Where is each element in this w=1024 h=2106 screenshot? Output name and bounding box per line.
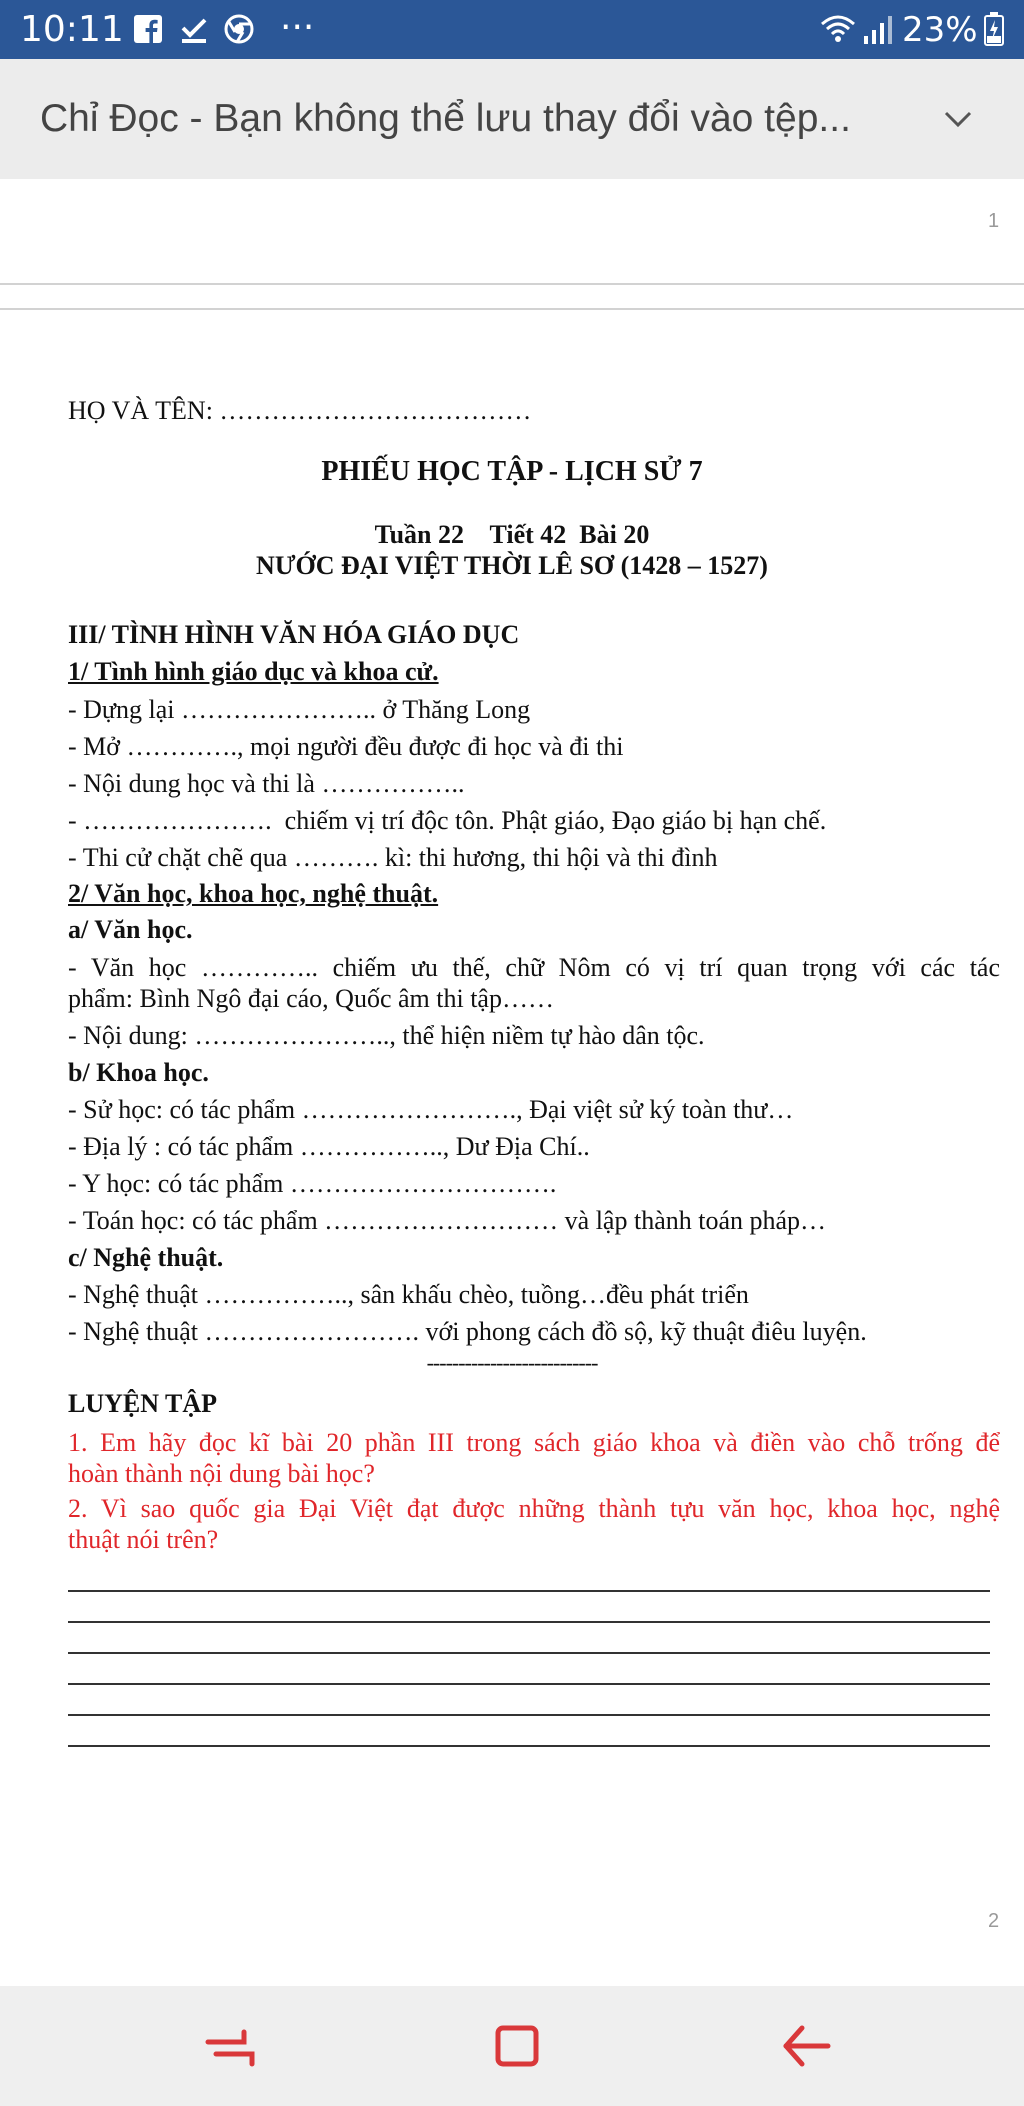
list-item: - Y học: có tác phẩm …………………………. [68, 1169, 557, 1198]
list-item: - Toán học: có tác phẩm ……………………… và lập thành toán pháp… [68, 1206, 827, 1235]
battery-charging-icon [984, 12, 1004, 46]
header-title: Chỉ Đọc - Bạn không thể lưu thay đổi vào tệp... [40, 97, 851, 140]
battery-level: 23% [902, 10, 978, 50]
chevron-down-icon[interactable] [940, 101, 976, 137]
answer-line [68, 1590, 990, 1592]
heading-khoa-hoc: b/ Khoa học. [68, 1058, 209, 1087]
more-icon: ··· [280, 7, 315, 48]
question-1-continuation: hoàn thành nội dung bài học? [68, 1459, 375, 1488]
page-number-1: 1 [988, 210, 1000, 232]
list-item: - Văn học ………….. chiếm ưu thế, chữ Nôm có vị trí quan trọng với các tác [68, 953, 1000, 982]
heading-van-hoc: a/ Văn học. [68, 915, 193, 944]
question-2-continuation: thuật nói trên? [68, 1525, 219, 1554]
document-title: PHIẾU HỌC TẬP - LỊCH SỬ 7 [321, 456, 703, 487]
list-item: - Sử học: có tác phẩm ……………………., Đại việt sử ký toàn thư… [68, 1095, 794, 1124]
list-item: - Thi cử chặt chẽ qua ………. kì: thi hương, thi hội và thi đình [68, 843, 718, 872]
answer-line [68, 1621, 990, 1623]
list-item: - Địa lý : có tác phẩm …………….., Dư Địa Chí.. [68, 1132, 590, 1161]
home-button[interactable] [488, 2016, 548, 2076]
download-done-icon [179, 14, 209, 44]
back-button[interactable] [776, 2016, 836, 2076]
status-time: 10:11 [20, 9, 124, 50]
list-item: - Mở …………., mọi người đều được đi học và đi thi [68, 732, 624, 761]
question-1: 1. Em hãy đọc kĩ bài 20 phần III trong sách giáo khoa và điền vào chỗ trống để [68, 1428, 1000, 1457]
page-separator [0, 283, 1024, 285]
list-item: - Dựng lại ………………….. ở Thăng Long [68, 695, 531, 724]
name-line: HỌ VÀ TÊN: ……………………………… [68, 396, 532, 425]
page-top-edge [0, 308, 1024, 310]
list-item: - Nghệ thuật ……………………. với phong cách đồ sộ, kỹ thuật điêu luyện. [68, 1317, 867, 1346]
answer-line [68, 1745, 990, 1747]
answer-line [68, 1714, 990, 1716]
week-line: Tuần 22 Tiết 42 Bài 20 [374, 520, 650, 549]
heading-nghe-thuat: c/ Nghệ thuật. [68, 1243, 224, 1272]
list-item: - Nội dung học và thi là …………….. [68, 769, 465, 798]
recent-apps-button[interactable] [200, 2016, 260, 2076]
facebook-icon [133, 14, 163, 44]
list-item-continuation: phẩm: Bình Ngô đại cáo, Quốc âm thi tập…… [68, 984, 554, 1013]
chrome-icon [224, 14, 254, 44]
question-2: 2. Vì sao quốc gia Đại Việt đạt được những thành tựu văn học, khoa học, nghệ [68, 1494, 1000, 1523]
subsection-heading-1: 1/ Tình hình giáo dục và khoa cử. [68, 657, 439, 686]
section-divider: --------------------------- [426, 1350, 598, 1375]
list-item: - Nghệ thuật …………….., sân khấu chèo, tuồng…đều phát triển [68, 1280, 749, 1309]
answer-line [68, 1652, 990, 1654]
practice-heading: LUYỆN TẬP [68, 1389, 218, 1418]
subsection-heading-2: 2/ Văn học, khoa học, nghệ thuật. [68, 879, 439, 908]
list-item: - Nội dung: ………………….., thể hiện niềm tự hào dân tộc. [68, 1021, 705, 1050]
read-only-banner[interactable] [0, 59, 1024, 179]
document-subtitle: NƯỚC ĐẠI VIỆT THỜI LÊ SƠ (1428 – 1527) [256, 551, 768, 580]
list-item: - …………………. chiếm vị trí độc tôn. Phật giáo, Đạo giáo bị hạn chế. [68, 806, 827, 835]
status-bar [0, 0, 1024, 59]
section-heading: III/ TÌNH HÌNH VĂN HÓA GIÁO DỤC [68, 620, 520, 649]
navigation-bar [0, 1986, 1024, 2106]
answer-line [68, 1683, 990, 1685]
page-number-2: 2 [988, 1910, 1000, 1932]
wifi-icon [818, 12, 858, 44]
signal-icon [862, 14, 896, 44]
